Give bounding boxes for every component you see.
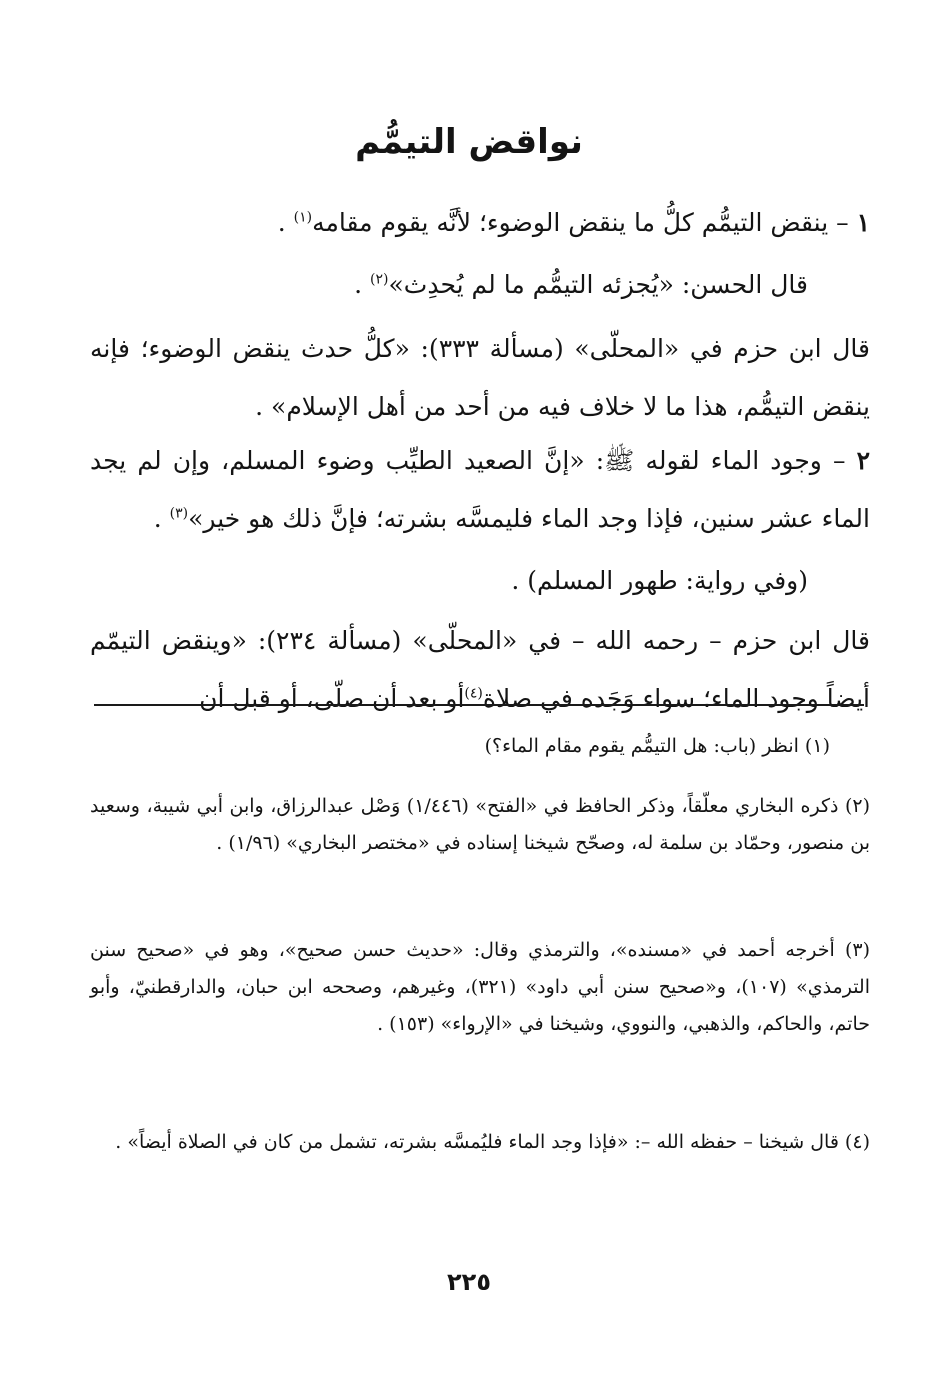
footnote-ref-4[interactable]: (٤) [464,685,483,702]
paragraph-1 [90,194,870,252]
paragraph-number: ٢ [856,446,870,475]
footnote-1 [90,728,870,765]
footnote-3 [90,932,870,1043]
paragraph-text: قال الحسن: «يُجزئه التيمُّم ما لم يُحدِث» [388,270,808,299]
paragraph-text: قال ابن حزم في «المحلّى» (مسألة ٣٣٣): «كلُّ حدث ينقض الوضوء؛ فإنه ينقض التيمُّم، هذا ما لا خلاف فيه من أحد من أهل الإسلام» . [90,334,870,421]
paragraph-5 [90,552,870,610]
footnote-ref-1[interactable]: (١) [293,209,313,226]
paragraph-2 [90,256,870,314]
paragraph-number: ١ [856,208,870,237]
paragraph-4 [90,432,870,548]
paragraph-end: . [354,270,371,299]
footnote-ref-3[interactable]: (٣) [169,505,189,522]
paragraph-text: – وجود الماء لقوله ﷺ: «إنَّ الصعيد الطيِّب وضوء المسلم، وإن لم يجد الماء عشر سنين، فإذا وجد الماء فليمسَّه بشرته؛ فإنَّ ذلك هو خير» [90,446,870,533]
page-number: ٢٢٥ [447,1268,491,1296]
footnote-divider [94,704,864,706]
footnote-ref-2[interactable]: (٢) [370,271,389,288]
footnote-text: (٣) أخرجه أحمد في «مسنده»، والترمذي وقال: «حديث حسن صحيح»، وهو في «صحيح سنن الترمذي» (١٠٧)، و«صحيح سنن أبي داود» (٣٢١)، وغيرهم، وصححه ابن حبان، والدارقطنيّ، وأبو حاتم، والحاكم، والذهبي، والنووي، وشيخنا في «الإرواء» (١٥٣) . [90,939,871,1035]
footnote-4 [90,1124,870,1161]
paragraph-end: . [277,208,294,237]
paragraph-text: قال ابن حزم – رحمه الله – في «المحلّى» (مسألة ٢٣٤): «وينقض التيمّم أيضاً وجود الماء؛ سواء وَجَده في صلاة [90,626,870,713]
paragraph-text: (وفي رواية: طهور المسلم) . [511,566,808,595]
paragraph-text-cont: أو بعد أن صلّى، أو قبل أن [199,684,465,713]
page-title: نواقض التيمُّم [355,122,583,162]
paragraph-text: – ينقض التيمُّم كلُّ ما ينقض الوضوء؛ لأنَّه يقوم مقامه [312,208,857,237]
paragraph-3 [90,320,870,436]
paragraph-end: . [153,504,170,533]
footnote-text: (١) انظر (باب: هل التيمُّم يقوم مقام الماء؟) [484,735,830,757]
paragraph-6 [90,612,870,728]
footnote-text: (٤) قال شيخنا – حفظه الله –: «فإذا وجد الماء فليُمسَّه بشرته، تشمل من كان في الصلاة أيضاً» . [115,1131,870,1153]
footnote-text: (٢) ذكره البخاري معلّقاً، وذكر الحافظ في «الفتح» (١/٤٤٦) وَصْل عبدالرزاق، وابن أبي شيبة، وسعيد بن منصور، وحمّاد بن سلمة له، وصحّح شيخنا إسناده في «مختصر البخاري» (١/٩٦) . [90,795,870,854]
footnote-2 [90,788,870,862]
